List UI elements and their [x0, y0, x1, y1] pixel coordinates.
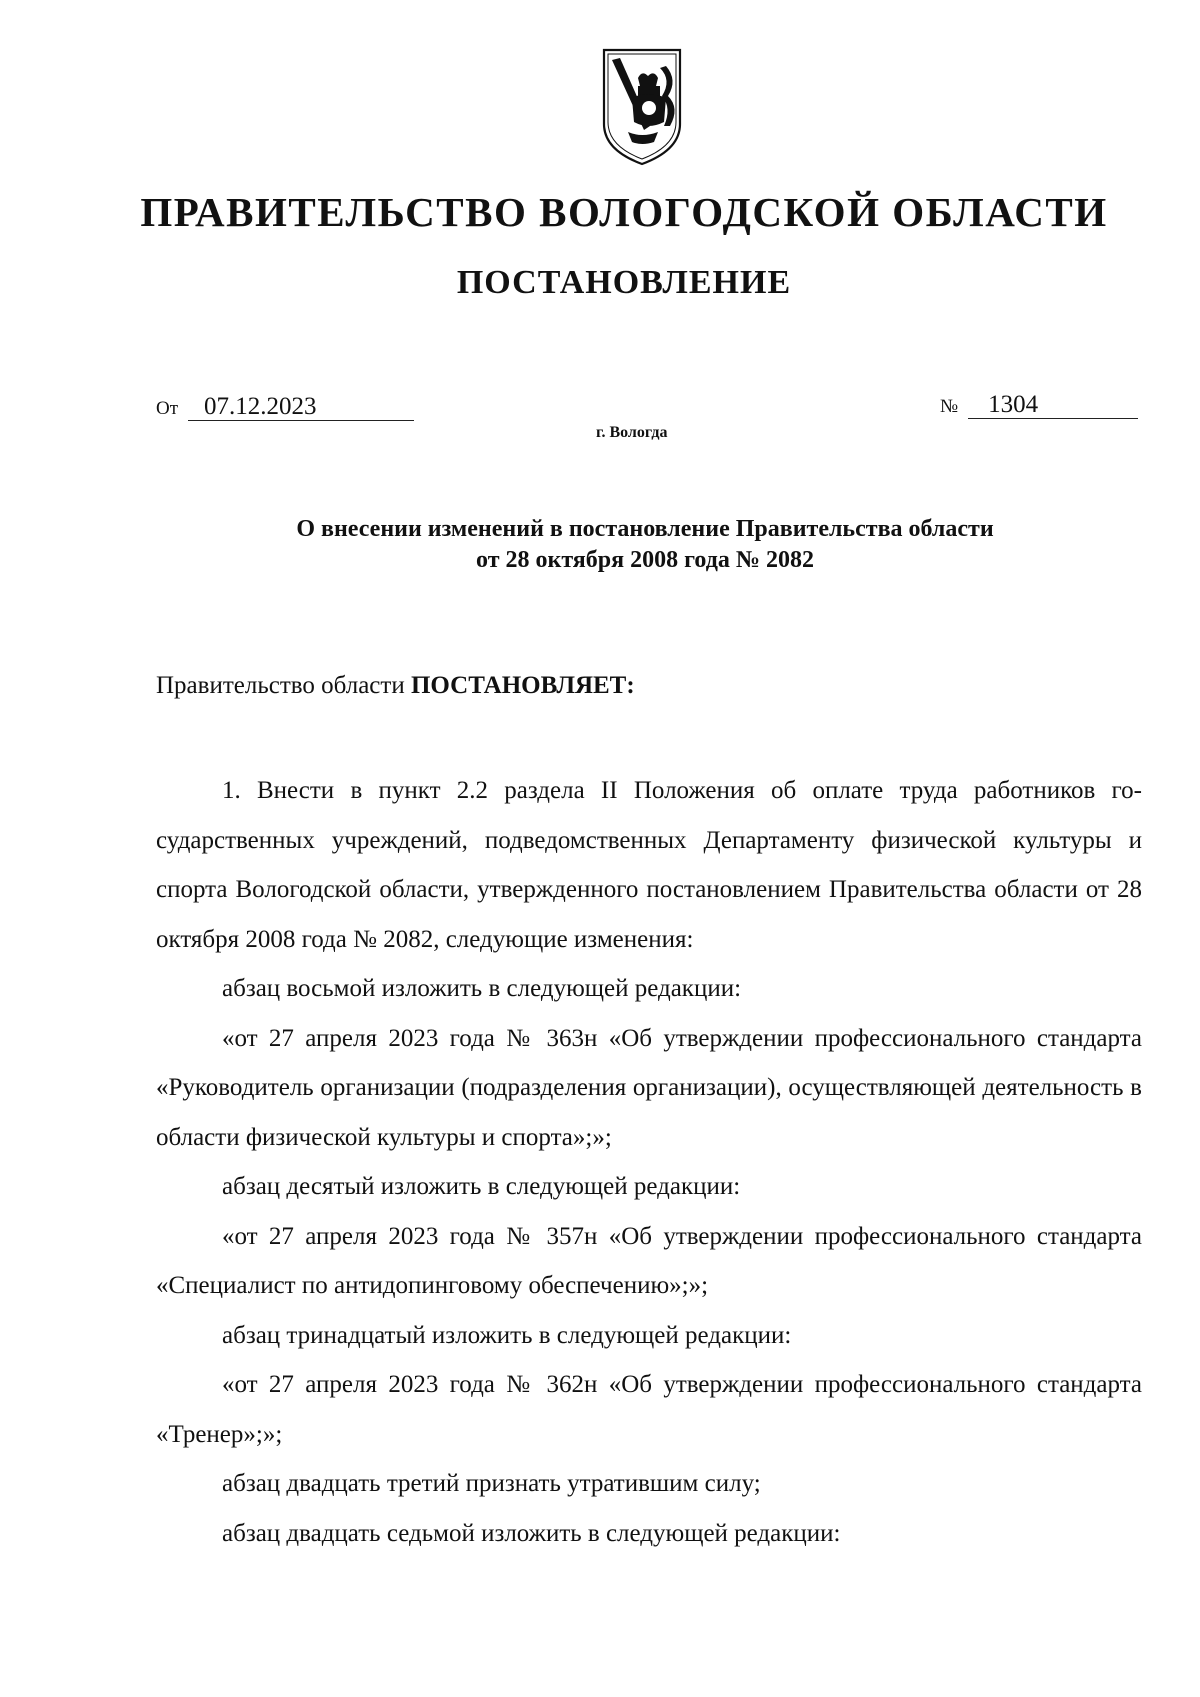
- preamble: [156, 672, 635, 700]
- subject-line-1: О внесении изменений в постановление Правительства области: [296, 516, 994, 542]
- subject-line-2: от 28 октября 2008 года № 2082: [476, 547, 814, 573]
- document-type-title: ПОСТАНОВЛЕНИЕ: [456, 264, 792, 301]
- paragraph-5: «от 27 апреля 2023 года № 357н «Об утверждении профессионального стандарта «Специалист по антидопинговому обеспечению»;»;: [156, 1222, 1142, 1299]
- document-date: [156, 394, 414, 421]
- number-value: 1304: [968, 392, 1138, 419]
- document-subject: [150, 514, 1140, 576]
- paragraph-6: абзац тринадцатый изложить в следующей редакции:: [222, 1321, 792, 1349]
- paragraph-4: абзац десятый изложить в следующей редакции:: [222, 1173, 741, 1200]
- paragraph-8: абзац двадцать третий признать утратившим силу;: [222, 1470, 761, 1497]
- paragraph-9: абзац двадцать седьмой изложить в следующей редакции:: [222, 1519, 841, 1547]
- document-number: [940, 392, 1138, 419]
- organization-title: ПРАВИТЕЛЬСТВО ВОЛОГОДСКОЙ ОБЛАСТИ: [140, 189, 1108, 235]
- paragraph-2: абзац восьмой изложить в следующей редакции:: [222, 975, 742, 1002]
- date-prefix: От: [156, 398, 179, 419]
- date-value: 07.12.2023: [188, 394, 414, 421]
- paragraph-3: «от 27 апреля 2023 года № 363н «Об утверждении профессионального стандарта «Руководитель организации (подразделения организации), осуществляющей деятельность в области физической культуры и спорта»;»;: [156, 1024, 1142, 1151]
- city-name: г. Вологда: [596, 424, 668, 441]
- coat-of-arms-icon: [598, 46, 686, 168]
- document-body: [156, 766, 1142, 1558]
- paragraph-1: 1. Внести в пункт 2.2 раздела II Положения об оплате труда работников государственных учреждений, подведомственных Департаменту физической культуры и спорта Вологодской области, утвержденного постановлением Правительства области от 28 октября 2008 года № 2082, следующие изменения:: [156, 777, 1142, 953]
- preamble-text: Правительство области: [156, 672, 411, 699]
- number-prefix: №: [940, 396, 959, 417]
- preamble-decree-word: ПОСТАНОВЛЯЕТ:: [410, 672, 635, 699]
- paragraph-7: «от 27 апреля 2023 года № 362н «Об утверждении профессионального стандарта «Тренер»;»;: [156, 1371, 1142, 1448]
